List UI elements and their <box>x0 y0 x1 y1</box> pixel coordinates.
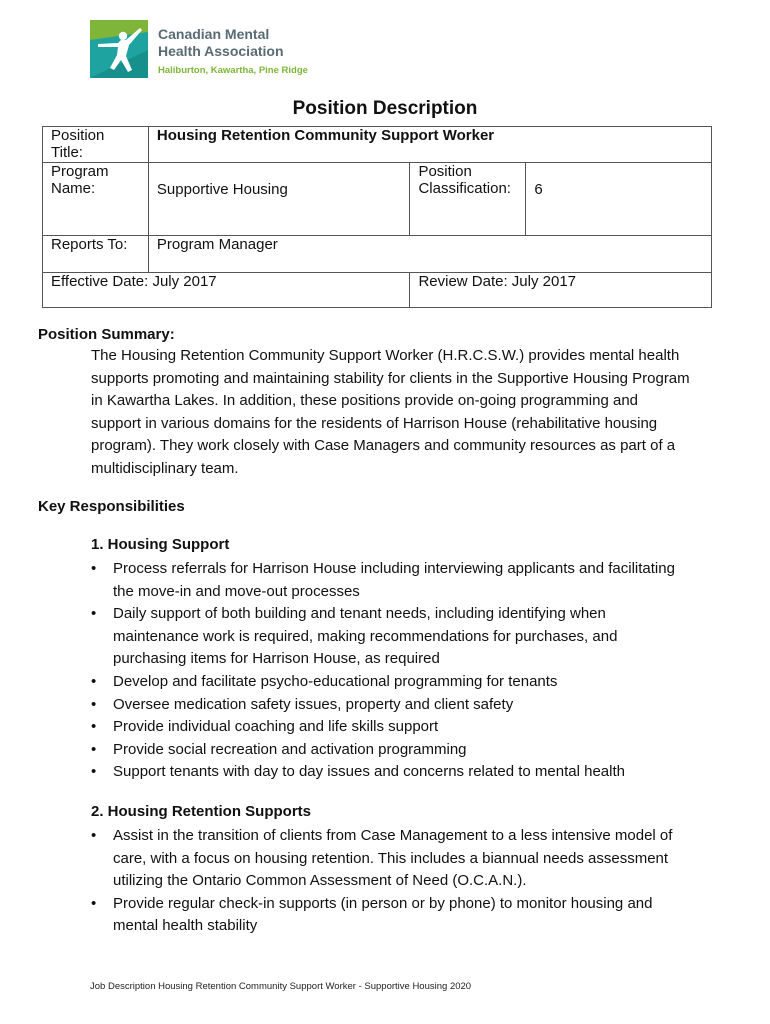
responsibilities-heading: Key Responsibilities <box>38 498 185 515</box>
position-info-table <box>42 126 712 308</box>
position-title-value: Housing Retention Community Support Worker <box>148 127 711 163</box>
list-item: • Daily support of both building and tenant needs, including identifying when maintenance work is required, making recommendations for purchases, and purchasing items for Harrison House, as required <box>91 603 691 671</box>
section-2-list <box>91 825 691 938</box>
classification-value: 6 <box>526 163 712 236</box>
list-item: • Process referrals for Harrison House including interviewing applicants and facilitating the move-in and move-out processes <box>91 558 691 603</box>
review-date: Review Date: July 2017 <box>410 273 712 308</box>
section-1-list <box>91 558 691 784</box>
program-name-label-line-1: Program <box>51 163 109 180</box>
reports-to-value: Program Manager <box>148 236 711 273</box>
classification-label-line-1: Position <box>418 163 472 180</box>
program-name-label <box>43 163 149 236</box>
section-2-title: 2. Housing Retention Supports <box>91 803 311 820</box>
cmha-logo <box>90 18 330 82</box>
reports-to-label: Reports To: <box>43 236 149 273</box>
list-item: • Provide individual coaching and life skills support <box>91 716 691 739</box>
list-item: • Support tenants with day to day issues and concerns related to mental health <box>91 761 691 784</box>
list-item: • Assist in the transition of clients from Case Management to a less intensive model of care, with a focus on housing retention. This includes a biannual needs assessment utilizing the Ontario Common Assessment of Need (O.C.A.N.). <box>91 825 691 893</box>
logo-line-1: Canadian Mental <box>158 26 270 42</box>
page-title: Position Description <box>292 98 478 119</box>
summary-heading: Position Summary: <box>38 326 175 343</box>
list-item: • Provide social recreation and activation programming <box>91 739 691 762</box>
program-name-label-line-2: Name: <box>51 180 96 197</box>
list-item: • Provide regular check-in supports (in person or by phone) to monitor housing and mental health stability <box>91 893 691 938</box>
program-name-value: Supportive Housing <box>148 163 410 236</box>
list-item: • Oversee medication safety issues, property and client safety <box>91 694 691 717</box>
cmha-logo-icon <box>90 20 148 78</box>
classification-label <box>410 163 526 236</box>
effective-date: Effective Date: July 2017 <box>43 273 410 308</box>
classification-label-line-2: Classification: <box>418 180 511 197</box>
logo-line-2: Health Association <box>158 43 284 59</box>
page-footer: Job Description Housing Retention Community Support Worker - Supportive Housing 2020 <box>90 981 472 992</box>
position-title-label: Position Title: <box>43 127 149 163</box>
logo-line-3: Haliburton, Kawartha, Pine Ridge <box>158 65 308 76</box>
summary-text: The Housing Retention Community Support Worker (H.R.C.S.W.) provides mental health supports promoting and maintaining stability for clients in the Supportive Housing Program in Kawartha Lakes. In addition, these positions provide on-going programming and support in various domains for the residents of Harrison House (rehabilitative housing program). They work closely with Case Managers and community resources as part of a multidisciplinary team. <box>91 347 690 477</box>
list-item: • Develop and facilitate psycho-educational programming for tenants <box>91 671 691 694</box>
section-1-title: 1. Housing Support <box>91 536 230 553</box>
